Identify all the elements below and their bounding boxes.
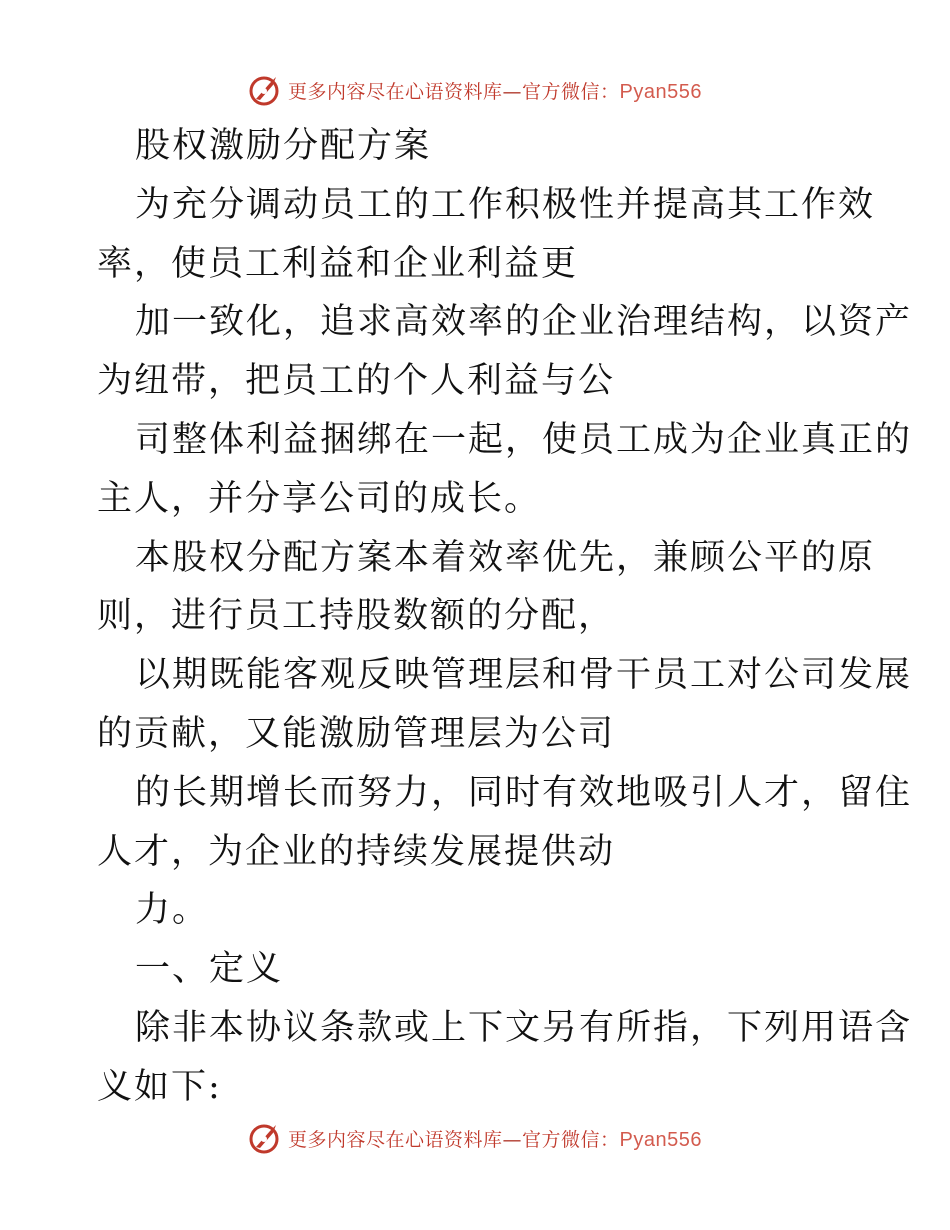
header-dash: — (502, 80, 523, 103)
text-line: 本股权分配方案本着效率优先，兼顾公平的原 (135, 537, 876, 578)
header-promo: 更多内容尽在心语资料库 (288, 80, 503, 103)
text-line: 除非本协议条款或上下文另有所指，下列用语含 (135, 1007, 913, 1048)
text-line: 率，使员工利益和企业利益更 (97, 243, 579, 284)
footer-promo: 更多内容尽在心语资料库 (288, 1128, 503, 1151)
footer-text (288, 1125, 702, 1152)
text-line: 的长期增长而努力，同时有效地吸引人才，留住 (135, 772, 913, 813)
footer-dash: — (502, 1128, 523, 1151)
text-line: 一、定义 (135, 949, 284, 990)
text-line: 为充分调动员工的工作积极性并提高其工作效 (135, 184, 876, 225)
text-line: 力。 (135, 890, 210, 931)
header-account: Pyan556 (619, 80, 702, 103)
text-line: 为纽带，把员工的个人利益与公 (97, 361, 616, 402)
text-line: 则，进行员工持股数额的分配， (97, 596, 616, 637)
footer-account: Pyan556 (619, 1128, 702, 1151)
quill-pen-seal-icon (248, 1121, 282, 1155)
footer-wechat-label: 官方微信： (522, 1128, 620, 1151)
header-watermark (0, 70, 950, 110)
text-line: 义如下: (97, 1066, 222, 1107)
text-line: 加一致化，追求高效率的企业治理结构，以资产 (135, 302, 913, 343)
text-line: 股权激励分配方案 (135, 126, 432, 166)
text-line: 司整体利益捆绑在一起，使员工成为企业真正的 (135, 419, 913, 460)
text-line: 主人，并分享公司的成长。 (97, 478, 542, 519)
header-text (288, 77, 702, 104)
header-wechat-label: 官方微信： (522, 80, 620, 103)
text-line: 人才，为企业的持续发展提供动 (97, 831, 616, 872)
document-body (97, 117, 913, 1117)
text-line: 以期既能客观反映管理层和骨干员工对公司发展 (135, 655, 913, 696)
text-line: 的贡献，又能激励管理层为公司 (97, 713, 616, 754)
quill-pen-seal-icon (248, 73, 282, 107)
footer-watermark (0, 1118, 950, 1158)
